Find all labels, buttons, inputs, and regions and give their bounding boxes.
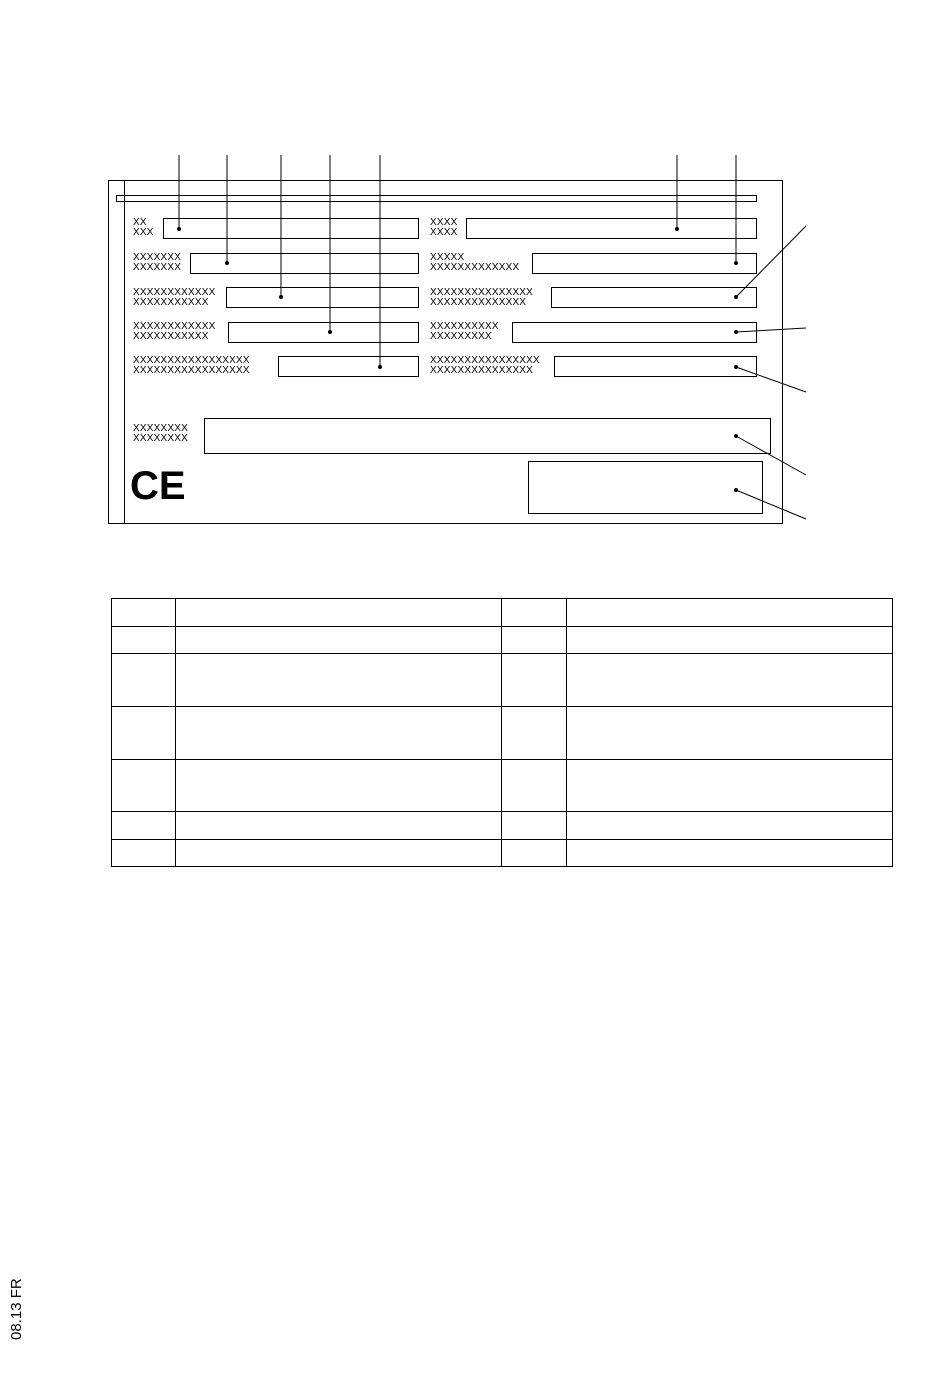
table-cell [567,599,893,627]
table-row [112,840,893,867]
table-cell [176,812,502,840]
table-row [112,599,893,627]
right-field-4-label: XXXXXXXXXX XXXXXXXXX [430,321,499,342]
table-cell [567,760,893,812]
table-cell [112,599,176,627]
table-row [112,812,893,840]
table-cell [502,760,567,812]
table-cell [567,654,893,707]
table-cell [112,654,176,707]
callout-leaders [0,0,950,560]
table-cell [176,599,502,627]
right-field-1-label: XXXX XXXX [430,217,458,238]
table-cell [176,707,502,760]
bottom-field-label: XXXXXXXX XXXXXXXX [133,423,188,444]
table-cell [112,760,176,812]
document-version-code: 08.13 FR [8,1278,25,1340]
table-cell [502,654,567,707]
table-cell [567,812,893,840]
left-field-2-label: XXXXXXX XXXXXXX [133,252,182,273]
right-field-2-label: XXXXX XXXXXXXXXXXXX [430,252,520,273]
ce-mark: CE [130,464,186,508]
left-field-5-label: XXXXXXXXXXXXXXXXX XXXXXXXXXXXXXXXXX [133,355,250,376]
table-cell [112,707,176,760]
table-row [112,627,893,654]
table-row [112,707,893,760]
table-row [112,654,893,707]
table-cell [567,707,893,760]
table-cell [112,627,176,654]
legend-table [111,598,893,867]
table-cell [112,840,176,867]
table-cell [176,840,502,867]
left-field-3-label: XXXXXXXXXXXX XXXXXXXXXXX [133,287,216,308]
right-field-3-label: XXXXXXXXXXXXXXX XXXXXXXXXXXXXX [430,287,534,308]
left-field-1-label: XX XXX [133,217,154,238]
table-cell [567,840,893,867]
right-field-5-label: XXXXXXXXXXXXXXXX XXXXXXXXXXXXXXX [430,355,540,376]
table-cell [502,599,567,627]
table-cell [176,654,502,707]
table-cell [502,840,567,867]
table-cell [176,760,502,812]
table-cell [502,707,567,760]
table-cell [112,812,176,840]
table-cell [567,627,893,654]
table-cell [502,627,567,654]
left-field-4-label: XXXXXXXXXXXX XXXXXXXXXXX [133,321,216,342]
table-row [112,760,893,812]
table-cell [176,627,502,654]
table-cell [502,812,567,840]
